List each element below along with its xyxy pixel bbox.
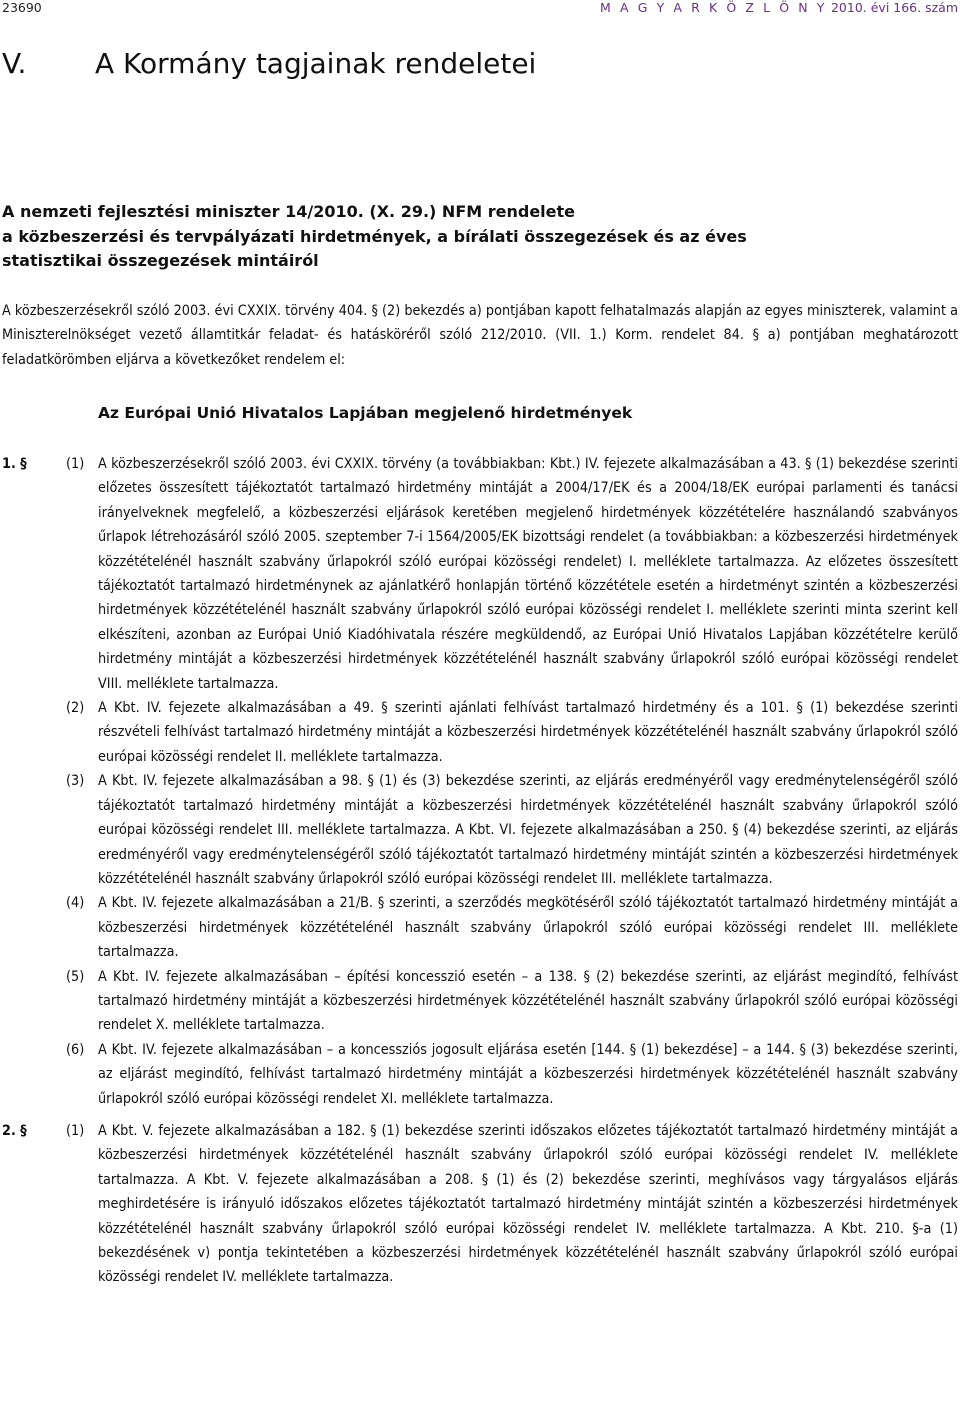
- section-number: 2. §: [2, 1122, 27, 1139]
- section-2: [2, 1119, 958, 1290]
- journal-header: [600, 0, 958, 15]
- paragraph-text: A Kbt. V. fejezete alkalmazásában a 182. § (1) bekezdése szerinti időszakos előzetes tájékoztatót tartalmazó hirdetmény mintáját a közbeszerzési hirdetmények közzétételénél használt szabvány űrlapokról szóló európai közösségi rendelet IV. melléklete tartalmazza. A Kbt. V. fejezete alkalmazásában a 208. § (1) és (2) bekezdése szerinti, meghívásos vagy tárgyalásos eljárás meghirdetésére is irányuló időszakos előzetes tájékoztatót tartalmazó hirdetmény mintáját szintén a közbeszerzési hirdetmények közzétételénél használt szabvány űrlapokról szóló európai közösségi rendelet IV. melléklete tartalmazza. A Kbt. 210. §-a (1) bekezdésének v) pontja tekintetében a közbeszerzési hirdetmények közzétételénél használt szabvány űrlapokról szóló európai közösségi rendelet IV. melléklete tartalmazza.: [98, 1122, 958, 1286]
- paragraph: [2, 452, 958, 696]
- paragraph-text: A közbeszerzésekről szóló 2003. évi CXXIX. törvény (a továbbiakban: Kbt.) IV. fejezete alkalmazásában a 43. § (1) bekezdése szerinti előzetes összesített tájékoztatót tartalmazó hirdetmény mintáját a 2004/17/EK és a 2004/18/EK európai parlamenti és tanácsi irányelveknek megfelelő, a közbeszerzési eljárások keretében megjelenő hirdetmények közzétételére használandó szabványos űrlapok létrehozásáról szóló 2005. szeptember 7-i 1564/2005/EK bizottsági rendelet (a továbbiakban: a közbeszerzési hirdetmények közzétételénél használt szabvány űrlapokról szóló európai közösségi rendelet) I. melléklete tartalmazza. Az előzetes összesített tájékoztatót tartalmazó hirdetménynek az ajánlatkérő honlapján történő közzététele esetén a hirdetményt szintén a közbeszerzési hirdetmények közzétételénél használt szabvány űrlapokról szóló európai közösségi rendelet I. melléklete szerinti minta szerint kell elkészíteni, azonban az Európai Unió Kiadóhivatala részére megküldendő, az Európai Unió Hivatalos Lapjában közzétételre kerülő hirdetmény mintáját a közbeszerzési hirdetmények közzétételénél használt szabvány űrlapokról szóló európai közösségi rendelet VIII. melléklete tartalmazza.: [98, 456, 958, 692]
- sections-container: [2, 452, 958, 1290]
- paragraph: [2, 1119, 958, 1290]
- paragraph-text: A Kbt. IV. fejezete alkalmazásában a 21/B. § szerinti, a szerződés megkötéséről szóló tájékoztatót tartalmazó hirdetmény mintáját a közbeszerzési hirdetmények közzétételénél használt szabvány űrlapokról szóló európai közösségi rendelet III. melléklete tartalmazza.: [98, 895, 958, 961]
- decree-title-line-3: statisztikai összegezések mintáiról: [2, 251, 319, 270]
- section-roman-numeral: V.: [2, 47, 27, 80]
- paragraph-number: (6): [66, 1041, 85, 1058]
- subheading: Az Európai Unió Hivatalos Lapjában megjelenő hirdetmények: [98, 404, 633, 422]
- paragraph-number: (1): [66, 456, 85, 472]
- preamble: A közbeszerzésekről szóló 2003. évi CXXIX. törvény 404. § (2) bekezdés a) pontjában kapott felhatalmazás alapján az egyes miniszterek, valamint a Miniszterelnökséget vezető államtitkár feladat- és hatásköréről szóló 212/2010. (VII. 1.) Korm. rendelet 84. § a) pontjában meghatározott feladatkörömben eljárva a következőket rendelem el:: [2, 303, 958, 368]
- paragraph: [2, 891, 958, 964]
- page-number: 23690: [2, 0, 42, 15]
- paragraph: [2, 1038, 958, 1111]
- paragraph: [2, 965, 958, 1038]
- decree-title: [2, 200, 952, 274]
- section-title-text: A Kormány tagjainak rendeletei: [95, 47, 537, 80]
- page-header: [0, 0, 960, 18]
- section-1: [2, 452, 958, 1111]
- section-number: 1. §: [2, 456, 27, 472]
- decree-title-line-2: a közbeszerzési és tervpályázati hirdetmények, a bírálati összegezések és az éves: [2, 226, 747, 246]
- paragraph-number: (1): [66, 1122, 85, 1139]
- paragraph-number: (4): [66, 895, 85, 912]
- paragraph-text: A Kbt. IV. fejezete alkalmazásában – építési koncesszió esetén – a 138. § (2) bekezdése szerinti, az eljárást megindító, felhívást tartalmazó hirdetmény mintáját a közbeszerzési hirdetmények közzétételénél használt szabvány űrlapokról szóló európai közösségi rendelet X. melléklete tartalmazza.: [98, 968, 958, 1034]
- paragraph: [2, 769, 958, 891]
- paragraph-number: (3): [66, 773, 85, 790]
- paragraph-number: (5): [66, 968, 85, 985]
- journal-name: M A G Y A R K Ö Z L Ö N Y: [600, 0, 827, 15]
- paragraph: [2, 696, 958, 769]
- section-title: [2, 44, 536, 84]
- paragraph-text: A Kbt. IV. fejezete alkalmazásában – a koncessziós jogosult eljárása esetén [144. § (1) bekezdése] – a 144. § (3) bekezdése szerinti, az eljárást megindító, felhívást tartalmazó hirdetmény mintáját a közbeszerzési hirdetmények közzétételénél használt szabvány űrlapokról szóló európai közösségi rendelet XI. melléklete tartalmazza.: [98, 1041, 958, 1107]
- paragraph-text: A Kbt. IV. fejezete alkalmazásában a 49. § szerinti ajánlati felhívást tartalmazó hirdetmény és a 101. § (1) bekezdése szerinti részvételi felhívást tartalmazó hirdetmény mintáját a közbeszerzési hirdetmények közzétételénél használt szabvány űrlapokról szóló európai közösségi rendelet II. melléklete tartalmazza.: [98, 700, 958, 765]
- journal-issue: 2010. évi 166. szám: [830, 0, 958, 15]
- paragraph-number: (2): [66, 700, 85, 717]
- paragraph-text: A Kbt. IV. fejezete alkalmazásában a 98. § (1) és (3) bekezdése szerinti, az eljárás eredményéről vagy eredménytelenségéről szóló tájékoztatót tartalmazó hirdetmény mintáját a közbeszerzési hirdetmények közzétételénél használt szabvány űrlapokról szóló európai közösségi rendelet III. melléklete tartalmazza. A Kbt. VI. fejezete alkalmazásában a 250. § (4) bekezdése szerinti, az eljárás eredményéről vagy eredménytelenségéről szóló tájékoztatót tartalmazó hirdetmény mintáját szintén a közbeszerzési hirdetmények közzétételénél használt szabvány űrlapokról szóló európai közösségi rendelet III. melléklete tartalmazza.: [98, 773, 958, 887]
- decree-title-line-1: A nemzeti fejlesztési miniszter 14/2010. (X. 29.) NFM rendelete: [2, 202, 576, 221]
